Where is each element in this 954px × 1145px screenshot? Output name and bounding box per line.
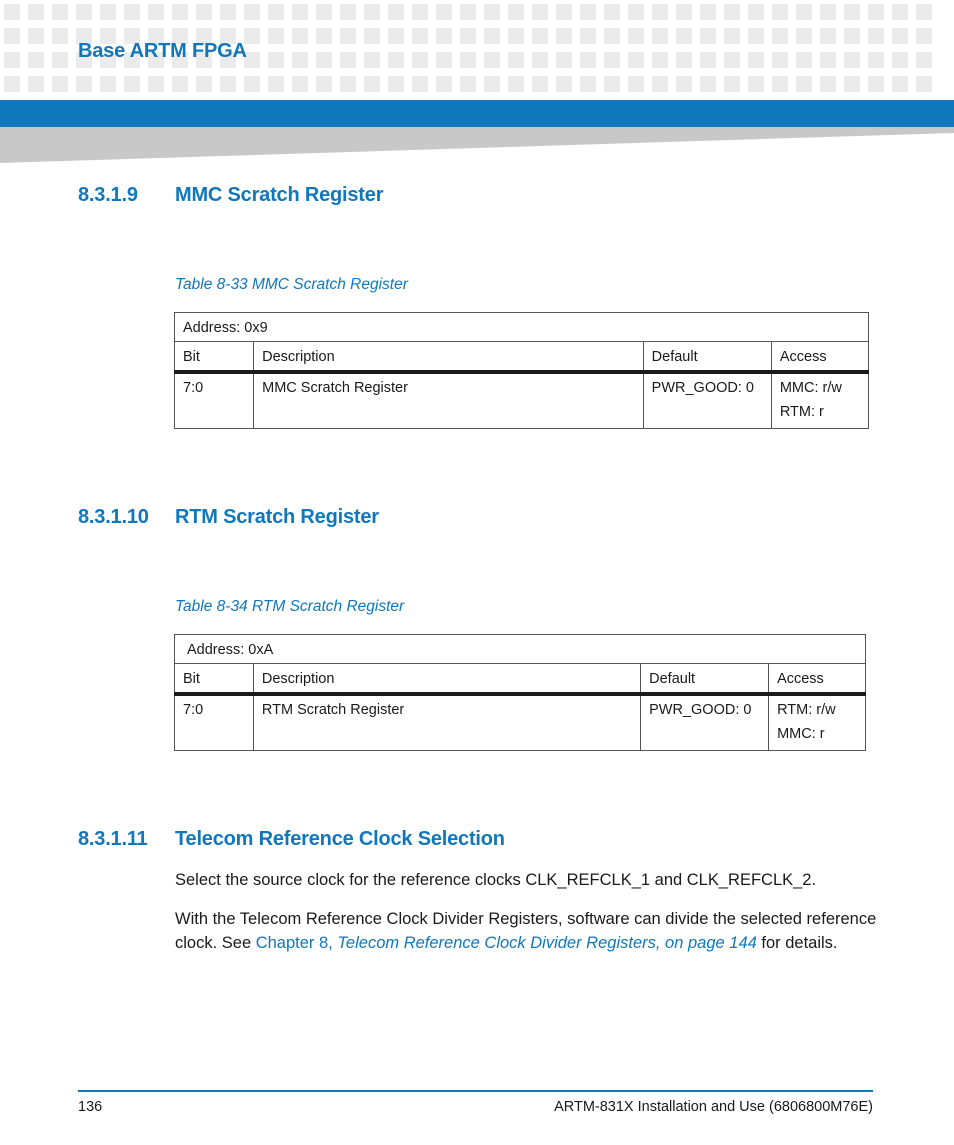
- header-dot: [844, 76, 860, 92]
- header-dot: [28, 28, 44, 44]
- header-dot: [532, 4, 548, 20]
- header-dot: [820, 4, 836, 20]
- header-dot: [724, 76, 740, 92]
- header-dot: [820, 52, 836, 68]
- column-header-description: Description: [254, 342, 644, 372]
- header-dot: [700, 4, 716, 20]
- access-line: RTM: r: [779, 403, 824, 420]
- header-dot: [556, 76, 572, 92]
- header-dot: [892, 28, 908, 44]
- header-dot: [52, 52, 68, 68]
- header-dot: [484, 52, 500, 68]
- address-cell: Address: 0x9: [175, 313, 869, 342]
- header-dot: [628, 4, 644, 20]
- header-dot: [652, 28, 668, 44]
- header-dot: [220, 76, 236, 92]
- header-dot: [604, 52, 620, 68]
- header-dot: [580, 4, 596, 20]
- header-dot: [916, 76, 932, 92]
- section-heading: [78, 828, 505, 851]
- header-dot: [388, 4, 404, 20]
- column-header-bit: Bit: [175, 664, 254, 694]
- header-dot: [532, 76, 548, 92]
- column-header-access: Access: [769, 664, 866, 694]
- header-dot: [340, 76, 356, 92]
- header-dot: [412, 52, 428, 68]
- header-dot: [220, 4, 236, 20]
- header-dot: [340, 28, 356, 44]
- header-dot: [436, 28, 452, 44]
- bit-cell: 7:0: [175, 372, 254, 429]
- header-dot: [460, 28, 476, 44]
- section-number: 8.3.1.9: [78, 184, 138, 206]
- header-dot: [412, 76, 428, 92]
- header-dot: [532, 52, 548, 68]
- address-cell: Address: 0xA: [175, 635, 866, 664]
- header-dot: [340, 4, 356, 20]
- footer-rule: [78, 1090, 873, 1092]
- header-dot: [28, 4, 44, 20]
- header-dot: [76, 4, 92, 20]
- header-dot: [628, 28, 644, 44]
- header-dot: [772, 4, 788, 20]
- body-paragraph: [175, 907, 895, 955]
- table-row: [175, 372, 869, 429]
- description-cell: RTM Scratch Register: [253, 694, 640, 751]
- header-dot: [4, 28, 20, 44]
- header-dot: [172, 4, 188, 20]
- header-dot: [580, 52, 596, 68]
- header-dot: [844, 52, 860, 68]
- page-number: 136: [78, 1099, 103, 1115]
- header-dot: [100, 4, 116, 20]
- header-dot: [52, 28, 68, 44]
- header-dot: [820, 76, 836, 92]
- header-dot: [772, 28, 788, 44]
- header-dot: [196, 76, 212, 92]
- header-dot: [76, 76, 92, 92]
- header-dot: [412, 28, 428, 44]
- header-dot: [340, 52, 356, 68]
- header-dot: [28, 52, 44, 68]
- column-header-default: Default: [643, 342, 771, 372]
- document-section-title: Base ARTM FPGA: [78, 40, 247, 62]
- header-dot: [700, 52, 716, 68]
- header-dot: [868, 76, 884, 92]
- header-dot: [796, 4, 812, 20]
- header-dot: [508, 52, 524, 68]
- header-dot: [604, 76, 620, 92]
- header-dot: [292, 28, 308, 44]
- header-dot: [724, 4, 740, 20]
- header-dot: [460, 4, 476, 20]
- header-dot: [628, 52, 644, 68]
- access-line: MMC: r/w: [779, 379, 842, 396]
- header-dot: [148, 4, 164, 20]
- header-dot: [724, 52, 740, 68]
- header-dot: [364, 76, 380, 92]
- header-dot: [844, 28, 860, 44]
- header-dot: [268, 4, 284, 20]
- header-dot: [436, 76, 452, 92]
- header-dot: [364, 28, 380, 44]
- header-dot: [580, 76, 596, 92]
- header-dot: [4, 76, 20, 92]
- header-dot: [412, 4, 428, 20]
- column-header-access: Access: [771, 342, 868, 372]
- section-number: 8.3.1.10: [78, 506, 149, 528]
- header-dot: [316, 4, 332, 20]
- header-dot: [748, 28, 764, 44]
- header-dot: [916, 28, 932, 44]
- header-dot: [628, 76, 644, 92]
- header-dot: [508, 76, 524, 92]
- header-dot: [292, 52, 308, 68]
- paragraph-text: for details.: [756, 934, 838, 952]
- header-dot: [844, 4, 860, 20]
- header-dot: [364, 4, 380, 20]
- header-dot: [388, 28, 404, 44]
- header-dot: [292, 76, 308, 92]
- header-dot: [364, 52, 380, 68]
- header-dot: [268, 76, 284, 92]
- header-dot: [652, 76, 668, 92]
- header-dot: [508, 4, 524, 20]
- paragraph-text: With the Telecom Reference Clock Divider Registers, software can divide the selected reference clock. See: [175, 910, 877, 952]
- header-dot: [484, 4, 500, 20]
- column-header-default: Default: [641, 664, 769, 694]
- header-dot: [124, 4, 140, 20]
- header-dot: [868, 4, 884, 20]
- header-dot: [484, 28, 500, 44]
- link-title: Telecom Reference Clock Divider Registers, on page 144: [337, 934, 757, 952]
- header-dot: [916, 4, 932, 20]
- document-reference: ARTM-831X Installation and Use (6806800M76E): [554, 1099, 873, 1115]
- access-cell: [769, 694, 866, 751]
- header-dot: [4, 52, 20, 68]
- default-cell: PWR_GOOD: 0: [641, 694, 769, 751]
- header-dot: [748, 4, 764, 20]
- default-cell: PWR_GOOD: 0: [643, 372, 771, 429]
- section-title: RTM Scratch Register: [175, 506, 379, 528]
- header-dot: [436, 52, 452, 68]
- header-dot: [28, 76, 44, 92]
- header-dot: [292, 4, 308, 20]
- header-dot: [388, 52, 404, 68]
- register-table-rtm: [174, 634, 866, 751]
- access-line: RTM: r/w: [777, 701, 836, 718]
- header-dot: [892, 4, 908, 20]
- section-heading: [78, 184, 383, 207]
- header-dot: [100, 76, 116, 92]
- header-dot: [196, 4, 212, 20]
- header-blue-bar: [0, 100, 954, 127]
- header-dot: [532, 28, 548, 44]
- column-header-bit: Bit: [175, 342, 254, 372]
- header-dot: [796, 76, 812, 92]
- body-paragraph: Select the source clock for the reference clocks CLK_REFCLK_1 and CLK_REFCLK_2.: [175, 871, 817, 889]
- header-dot: [892, 76, 908, 92]
- header-dot: [676, 52, 692, 68]
- header-dot: [244, 4, 260, 20]
- header-dot: [580, 28, 596, 44]
- header-dot: [556, 28, 572, 44]
- header-dot: [700, 76, 716, 92]
- header-dot: [796, 52, 812, 68]
- header-dot: [868, 28, 884, 44]
- header-dot: [796, 28, 812, 44]
- register-table-mmc: [174, 312, 869, 429]
- header-dot: [316, 52, 332, 68]
- header-dot: [556, 52, 572, 68]
- header-dot: [148, 76, 164, 92]
- access-line: MMC: r: [777, 725, 825, 742]
- table-caption: Table 8-33 MMC Scratch Register: [175, 276, 408, 293]
- section-title: Telecom Reference Clock Selection: [175, 828, 505, 850]
- bit-cell: 7:0: [175, 694, 254, 751]
- header-dot: [508, 28, 524, 44]
- header-dot: [388, 76, 404, 92]
- header-dot: [316, 76, 332, 92]
- header-dot: [772, 52, 788, 68]
- table-row: [175, 694, 866, 751]
- header-dot: [820, 28, 836, 44]
- header-dot: [676, 76, 692, 92]
- header-dot: [460, 76, 476, 92]
- header-dot: [700, 28, 716, 44]
- header-dot: [52, 76, 68, 92]
- header-dot: [604, 4, 620, 20]
- header-dot: [892, 52, 908, 68]
- header-dot: [124, 76, 140, 92]
- header-dot: [724, 28, 740, 44]
- header-dot: [52, 4, 68, 20]
- header-dot: [676, 4, 692, 20]
- header-dot: [652, 52, 668, 68]
- header-dot: [4, 4, 20, 20]
- header-gray-wedge: [0, 127, 954, 163]
- header-dot: [916, 52, 932, 68]
- header-dot: [652, 4, 668, 20]
- header-dot: [172, 76, 188, 92]
- table-caption: Table 8-34 RTM Scratch Register: [175, 598, 405, 615]
- access-cell: [771, 372, 868, 429]
- header-dot: [556, 4, 572, 20]
- header-dot: [748, 76, 764, 92]
- header-dot: [268, 52, 284, 68]
- section-title: MMC Scratch Register: [175, 184, 384, 206]
- header-dot: [748, 52, 764, 68]
- header-dot: [772, 76, 788, 92]
- header-dot: [676, 28, 692, 44]
- header-dot: [868, 52, 884, 68]
- header-dot: [484, 76, 500, 92]
- section-heading: [78, 506, 379, 529]
- header-dot: [604, 28, 620, 44]
- section-number: 8.3.1.11: [78, 828, 148, 850]
- cross-reference-link[interactable]: [256, 934, 757, 952]
- description-cell: MMC Scratch Register: [254, 372, 644, 429]
- header-dot: [316, 28, 332, 44]
- header-dot: [460, 52, 476, 68]
- header-dot: [268, 28, 284, 44]
- header-dot: [244, 76, 260, 92]
- link-chapter: Chapter 8,: [255, 934, 338, 952]
- header-dot: [436, 4, 452, 20]
- column-header-description: Description: [253, 664, 640, 694]
